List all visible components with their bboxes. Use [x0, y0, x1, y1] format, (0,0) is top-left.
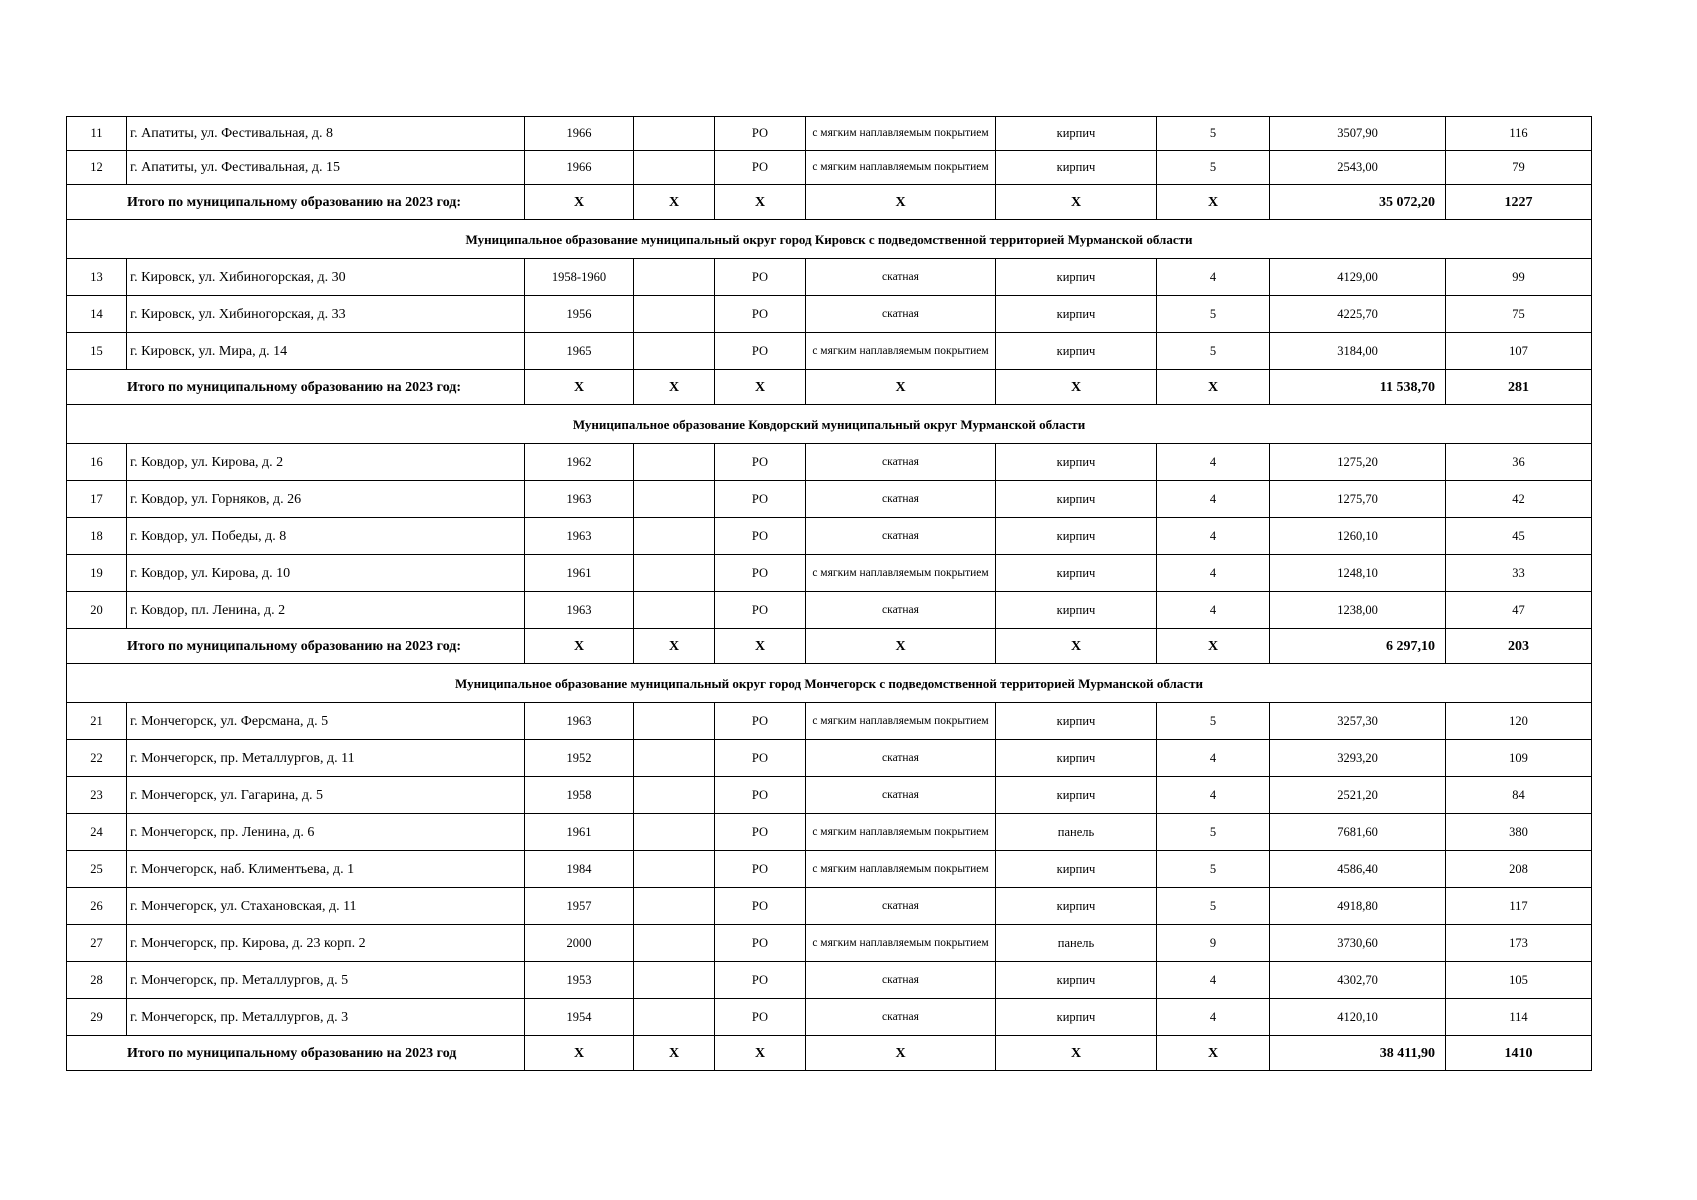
- construction-year: 1966: [525, 117, 634, 151]
- floor-count: 4: [1157, 962, 1270, 999]
- subtotal-label: Итого по муниципальному образованию на 2023 год:: [67, 185, 525, 220]
- wall-material: кирпич: [996, 481, 1157, 518]
- house-row: [67, 481, 1592, 518]
- floor-count: 4: [1157, 259, 1270, 296]
- total-area: 7681,60: [1270, 814, 1446, 851]
- row-number: 24: [67, 814, 127, 851]
- resident-count: 79: [1446, 151, 1592, 185]
- house-row: [67, 888, 1592, 925]
- wall-material: кирпич: [996, 962, 1157, 999]
- house-row: [67, 740, 1592, 777]
- roof-type: с мягким наплавляемым покрытием: [806, 925, 996, 962]
- floor-count: 4: [1157, 481, 1270, 518]
- fund-method: РО: [715, 555, 806, 592]
- roof-type: скатная: [806, 592, 996, 629]
- wall-material: кирпич: [996, 703, 1157, 740]
- row-number: 23: [67, 777, 127, 814]
- reconstruction-year: [634, 888, 715, 925]
- house-address: г. Мончегорск, пр. Металлургов, д. 11: [127, 740, 525, 777]
- roof-type: скатная: [806, 888, 996, 925]
- total-area: 3257,30: [1270, 703, 1446, 740]
- construction-year: 1958-1960: [525, 259, 634, 296]
- floor-count: 5: [1157, 296, 1270, 333]
- row-number: 15: [67, 333, 127, 370]
- fund-method: РО: [715, 740, 806, 777]
- fund-method: РО: [715, 151, 806, 185]
- resident-count: 99: [1446, 259, 1592, 296]
- subtotal-residents: 203: [1446, 629, 1592, 664]
- house-address: г. Мончегорск, пр. Металлургов, д. 5: [127, 962, 525, 999]
- wall-material: кирпич: [996, 851, 1157, 888]
- municipality-title: Муниципальное образование Ковдорский муниципальный округ Мурманской области: [67, 405, 1592, 444]
- construction-year: 1963: [525, 703, 634, 740]
- house-address: г. Ковдор, ул. Кирова, д. 10: [127, 555, 525, 592]
- house-address: г. Ковдор, пл. Ленина, д. 2: [127, 592, 525, 629]
- reconstruction-year: [634, 999, 715, 1036]
- row-number: 25: [67, 851, 127, 888]
- reconstruction-year: [634, 444, 715, 481]
- subtotal-x-mark: X: [715, 629, 806, 664]
- construction-year: 1961: [525, 555, 634, 592]
- total-area: 3507,90: [1270, 117, 1446, 151]
- resident-count: 117: [1446, 888, 1592, 925]
- resident-count: 114: [1446, 999, 1592, 1036]
- house-address: г. Апатиты, ул. Фестивальная, д. 8: [127, 117, 525, 151]
- construction-year: 1962: [525, 444, 634, 481]
- municipality-title: Муниципальное образование муниципальный округ город Мончегорск с подведомственной территорией Мурманской области: [67, 664, 1592, 703]
- total-area: 1238,00: [1270, 592, 1446, 629]
- roof-type: скатная: [806, 962, 996, 999]
- wall-material: кирпич: [996, 151, 1157, 185]
- construction-year: 1953: [525, 962, 634, 999]
- roof-type: скатная: [806, 999, 996, 1036]
- subtotal-residents: 281: [1446, 370, 1592, 405]
- house-address: г. Мончегорск, ул. Гагарина, д. 5: [127, 777, 525, 814]
- total-area: 4129,00: [1270, 259, 1446, 296]
- fund-method: РО: [715, 888, 806, 925]
- floor-count: 4: [1157, 518, 1270, 555]
- subtotal-residents: 1227: [1446, 185, 1592, 220]
- subtotal-x-mark: X: [806, 370, 996, 405]
- house-row: [67, 151, 1592, 185]
- subtotal-x-mark: X: [1157, 629, 1270, 664]
- wall-material: кирпич: [996, 518, 1157, 555]
- resident-count: 116: [1446, 117, 1592, 151]
- house-row: [67, 296, 1592, 333]
- total-area: 1248,10: [1270, 555, 1446, 592]
- floor-count: 9: [1157, 925, 1270, 962]
- resident-count: 208: [1446, 851, 1592, 888]
- total-area: 3184,00: [1270, 333, 1446, 370]
- wall-material: кирпич: [996, 777, 1157, 814]
- construction-year: 1965: [525, 333, 634, 370]
- reconstruction-year: [634, 925, 715, 962]
- reconstruction-year: [634, 962, 715, 999]
- row-number: 17: [67, 481, 127, 518]
- roof-type: с мягким наплавляемым покрытием: [806, 703, 996, 740]
- floor-count: 4: [1157, 740, 1270, 777]
- construction-year: 1963: [525, 592, 634, 629]
- row-number: 14: [67, 296, 127, 333]
- row-number: 16: [67, 444, 127, 481]
- reconstruction-year: [634, 555, 715, 592]
- fund-method: РО: [715, 296, 806, 333]
- subtotal-x-mark: X: [1157, 1036, 1270, 1071]
- row-number: 21: [67, 703, 127, 740]
- total-area: 3730,60: [1270, 925, 1446, 962]
- house-row: [67, 999, 1592, 1036]
- roof-type: скатная: [806, 259, 996, 296]
- fund-method: РО: [715, 925, 806, 962]
- floor-count: 5: [1157, 814, 1270, 851]
- fund-method: РО: [715, 814, 806, 851]
- row-number: 26: [67, 888, 127, 925]
- subtotal-area: 35 072,20: [1270, 185, 1446, 220]
- construction-year: 1984: [525, 851, 634, 888]
- fund-method: РО: [715, 259, 806, 296]
- floor-count: 4: [1157, 592, 1270, 629]
- floor-count: 5: [1157, 703, 1270, 740]
- subtotal-row: [67, 370, 1592, 405]
- municipality-section-header: [67, 664, 1592, 703]
- subtotal-x-mark: X: [634, 1036, 715, 1071]
- wall-material: кирпич: [996, 592, 1157, 629]
- fund-method: РО: [715, 117, 806, 151]
- fund-method: РО: [715, 999, 806, 1036]
- house-row: [67, 444, 1592, 481]
- house-row: [67, 814, 1592, 851]
- floor-count: 4: [1157, 999, 1270, 1036]
- roof-type: скатная: [806, 296, 996, 333]
- register-body: [67, 117, 1592, 1071]
- roof-type: с мягким наплавляемым покрытием: [806, 333, 996, 370]
- construction-year: 1957: [525, 888, 634, 925]
- floor-count: 5: [1157, 151, 1270, 185]
- reconstruction-year: [634, 740, 715, 777]
- reconstruction-year: [634, 851, 715, 888]
- reconstruction-year: [634, 151, 715, 185]
- floor-count: 4: [1157, 444, 1270, 481]
- subtotal-x-mark: X: [634, 370, 715, 405]
- floor-count: 4: [1157, 777, 1270, 814]
- reconstruction-year: [634, 296, 715, 333]
- fund-method: РО: [715, 444, 806, 481]
- subtotal-x-mark: X: [715, 1036, 806, 1071]
- floor-count: 5: [1157, 888, 1270, 925]
- house-address: г. Ковдор, ул. Горняков, д. 26: [127, 481, 525, 518]
- roof-type: скатная: [806, 777, 996, 814]
- fund-method: РО: [715, 333, 806, 370]
- subtotal-x-mark: X: [634, 185, 715, 220]
- house-row: [67, 333, 1592, 370]
- subtotal-x-mark: X: [996, 370, 1157, 405]
- resident-count: 75: [1446, 296, 1592, 333]
- subtotal-residents: 1410: [1446, 1036, 1592, 1071]
- house-address: г. Ковдор, ул. Кирова, д. 2: [127, 444, 525, 481]
- construction-year: 1961: [525, 814, 634, 851]
- housing-register-table: [66, 116, 1592, 1071]
- house-address: г. Мончегорск, пр. Металлургов, д. 3: [127, 999, 525, 1036]
- resident-count: 84: [1446, 777, 1592, 814]
- resident-count: 109: [1446, 740, 1592, 777]
- wall-material: кирпич: [996, 259, 1157, 296]
- house-address: г. Мончегорск, ул. Стахановская, д. 11: [127, 888, 525, 925]
- reconstruction-year: [634, 481, 715, 518]
- roof-type: скатная: [806, 444, 996, 481]
- house-address: г. Кировск, ул. Хибиногорская, д. 30: [127, 259, 525, 296]
- row-number: 19: [67, 555, 127, 592]
- reconstruction-year: [634, 592, 715, 629]
- floor-count: 4: [1157, 555, 1270, 592]
- roof-type: скатная: [806, 481, 996, 518]
- subtotal-x-mark: X: [1157, 370, 1270, 405]
- total-area: 2543,00: [1270, 151, 1446, 185]
- house-row: [67, 925, 1592, 962]
- construction-year: 1963: [525, 518, 634, 555]
- row-number: 22: [67, 740, 127, 777]
- subtotal-row: [67, 1036, 1592, 1071]
- subtotal-x-mark: X: [806, 629, 996, 664]
- reconstruction-year: [634, 518, 715, 555]
- wall-material: кирпич: [996, 740, 1157, 777]
- roof-type: с мягким наплавляемым покрытием: [806, 814, 996, 851]
- wall-material: панель: [996, 925, 1157, 962]
- subtotal-x-mark: X: [1157, 185, 1270, 220]
- resident-count: 105: [1446, 962, 1592, 999]
- subtotal-label: Итого по муниципальному образованию на 2023 год: [67, 1036, 525, 1071]
- fund-method: РО: [715, 962, 806, 999]
- subtotal-x-mark: X: [715, 370, 806, 405]
- house-row: [67, 592, 1592, 629]
- subtotal-x-mark: X: [525, 370, 634, 405]
- house-row: [67, 703, 1592, 740]
- house-address: г. Кировск, ул. Мира, д. 14: [127, 333, 525, 370]
- subtotal-x-mark: X: [715, 185, 806, 220]
- resident-count: 107: [1446, 333, 1592, 370]
- construction-year: 1954: [525, 999, 634, 1036]
- fund-method: РО: [715, 703, 806, 740]
- house-row: [67, 962, 1592, 999]
- resident-count: 173: [1446, 925, 1592, 962]
- subtotal-x-mark: X: [806, 185, 996, 220]
- total-area: 1275,20: [1270, 444, 1446, 481]
- subtotal-x-mark: X: [525, 1036, 634, 1071]
- construction-year: 1952: [525, 740, 634, 777]
- reconstruction-year: [634, 117, 715, 151]
- house-row: [67, 117, 1592, 151]
- resident-count: 47: [1446, 592, 1592, 629]
- resident-count: 380: [1446, 814, 1592, 851]
- subtotal-x-mark: X: [996, 185, 1157, 220]
- row-number: 20: [67, 592, 127, 629]
- house-row: [67, 518, 1592, 555]
- construction-year: 1963: [525, 481, 634, 518]
- row-number: 18: [67, 518, 127, 555]
- total-area: 3293,20: [1270, 740, 1446, 777]
- subtotal-x-mark: X: [525, 185, 634, 220]
- resident-count: 120: [1446, 703, 1592, 740]
- roof-type: с мягким наплавляемым покрытием: [806, 151, 996, 185]
- house-address: г. Мончегорск, пр. Ленина, д. 6: [127, 814, 525, 851]
- construction-year: 2000: [525, 925, 634, 962]
- row-number: 29: [67, 999, 127, 1036]
- house-address: г. Мончегорск, наб. Климентьева, д. 1: [127, 851, 525, 888]
- total-area: 4302,70: [1270, 962, 1446, 999]
- reconstruction-year: [634, 814, 715, 851]
- total-area: 4586,40: [1270, 851, 1446, 888]
- wall-material: кирпич: [996, 888, 1157, 925]
- fund-method: РО: [715, 592, 806, 629]
- reconstruction-year: [634, 259, 715, 296]
- house-address: г. Мончегорск, ул. Ферсмана, д. 5: [127, 703, 525, 740]
- resident-count: 42: [1446, 481, 1592, 518]
- subtotal-label: Итого по муниципальному образованию на 2023 год:: [67, 629, 525, 664]
- roof-type: с мягким наплавляемым покрытием: [806, 117, 996, 151]
- construction-year: 1956: [525, 296, 634, 333]
- subtotal-area: 6 297,10: [1270, 629, 1446, 664]
- house-address: г. Апатиты, ул. Фестивальная, д. 15: [127, 151, 525, 185]
- roof-type: с мягким наплавляемым покрытием: [806, 555, 996, 592]
- fund-method: РО: [715, 481, 806, 518]
- subtotal-area: 11 538,70: [1270, 370, 1446, 405]
- floor-count: 5: [1157, 333, 1270, 370]
- wall-material: кирпич: [996, 117, 1157, 151]
- row-number: 13: [67, 259, 127, 296]
- municipality-section-header: [67, 405, 1592, 444]
- subtotal-area: 38 411,90: [1270, 1036, 1446, 1071]
- subtotal-row: [67, 185, 1592, 220]
- subtotal-x-mark: X: [806, 1036, 996, 1071]
- subtotal-x-mark: X: [634, 629, 715, 664]
- subtotal-x-mark: X: [525, 629, 634, 664]
- house-row: [67, 555, 1592, 592]
- subtotal-row: [67, 629, 1592, 664]
- wall-material: кирпич: [996, 333, 1157, 370]
- wall-material: панель: [996, 814, 1157, 851]
- roof-type: с мягким наплавляемым покрытием: [806, 851, 996, 888]
- fund-method: РО: [715, 777, 806, 814]
- construction-year: 1966: [525, 151, 634, 185]
- total-area: 4120,10: [1270, 999, 1446, 1036]
- wall-material: кирпич: [996, 296, 1157, 333]
- subtotal-x-mark: X: [996, 1036, 1157, 1071]
- subtotal-label: Итого по муниципальному образованию на 2023 год:: [67, 370, 525, 405]
- fund-method: РО: [715, 851, 806, 888]
- municipality-section-header: [67, 220, 1592, 259]
- house-address: г. Кировск, ул. Хибиногорская, д. 33: [127, 296, 525, 333]
- house-row: [67, 777, 1592, 814]
- house-row: [67, 259, 1592, 296]
- municipality-title: Муниципальное образование муниципальный округ город Кировск с подведомственной территорией Мурманской области: [67, 220, 1592, 259]
- resident-count: 36: [1446, 444, 1592, 481]
- row-number: 11: [67, 117, 127, 151]
- resident-count: 33: [1446, 555, 1592, 592]
- reconstruction-year: [634, 777, 715, 814]
- subtotal-x-mark: X: [996, 629, 1157, 664]
- reconstruction-year: [634, 703, 715, 740]
- resident-count: 45: [1446, 518, 1592, 555]
- floor-count: 5: [1157, 117, 1270, 151]
- total-area: 4225,70: [1270, 296, 1446, 333]
- row-number: 12: [67, 151, 127, 185]
- house-address: г. Мончегорск, пр. Кирова, д. 23 корп. 2: [127, 925, 525, 962]
- total-area: 1275,70: [1270, 481, 1446, 518]
- reconstruction-year: [634, 333, 715, 370]
- fund-method: РО: [715, 518, 806, 555]
- construction-year: 1958: [525, 777, 634, 814]
- roof-type: скатная: [806, 518, 996, 555]
- wall-material: кирпич: [996, 555, 1157, 592]
- row-number: 28: [67, 962, 127, 999]
- floor-count: 5: [1157, 851, 1270, 888]
- wall-material: кирпич: [996, 444, 1157, 481]
- house-row: [67, 851, 1592, 888]
- roof-type: скатная: [806, 740, 996, 777]
- total-area: 4918,80: [1270, 888, 1446, 925]
- wall-material: кирпич: [996, 999, 1157, 1036]
- total-area: 1260,10: [1270, 518, 1446, 555]
- house-address: г. Ковдор, ул. Победы, д. 8: [127, 518, 525, 555]
- total-area: 2521,20: [1270, 777, 1446, 814]
- row-number: 27: [67, 925, 127, 962]
